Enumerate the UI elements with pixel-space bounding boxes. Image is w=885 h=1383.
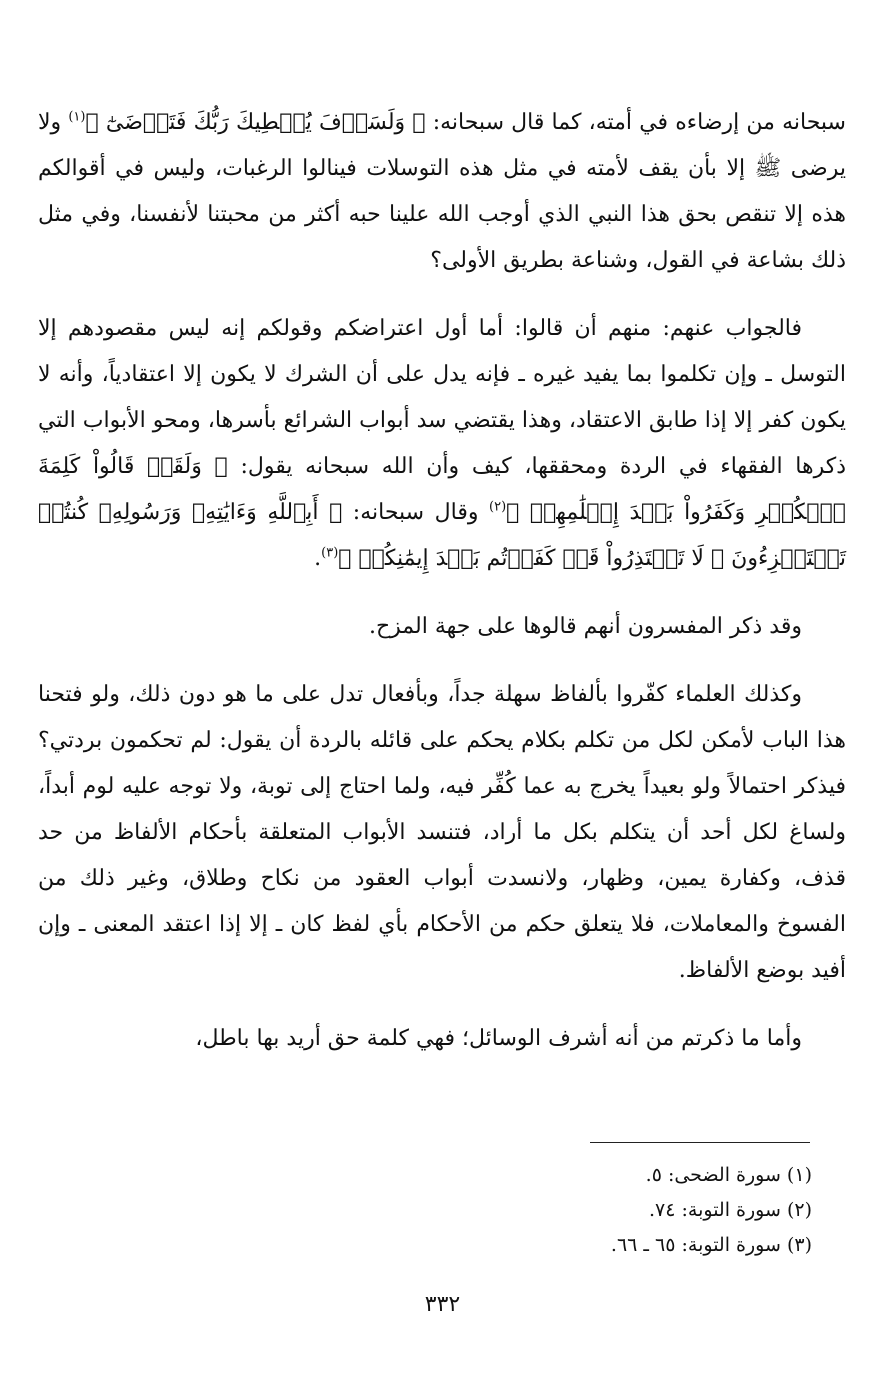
paragraph-text: وقد ذكر المفسرون أنهم قالوها على جهة المزح. [368, 614, 802, 639]
quran-verse: ﴿ أَبِٱللَّهِ وَءَايَٰتِهِۦ وَرَسُولِهِۦ كُنتُمۡ تَسۡتَهۡزِءُونَ ۞ لَا تَعۡتَذِرُواْ قَدۡ كَفَرۡتُم بَعۡدَ إِيمَٰنِكُمۡ ﴾ [38, 500, 846, 571]
paragraph-3 [38, 604, 846, 650]
footnote-divider [590, 1142, 810, 1143]
footnote-ref: (١) [68, 109, 86, 125]
footnotes [300, 1158, 812, 1263]
quran-verse: ﴿ وَلَسَوۡفَ يُعۡطِيكَ رَبُّكَ فَتَرۡضَىٰٓ ﴾ [85, 110, 426, 135]
footnote-1: (١) سورة الضحى: ٥. [645, 1164, 812, 1186]
footnote-2: (٢) سورة التوبة: ٧٤. [649, 1199, 812, 1221]
footnote-3: (٣) سورة التوبة: ٦٥ ـ ٦٦. [610, 1234, 812, 1256]
page-number: ٣٣٢ [424, 1292, 461, 1317]
footnote-ref: (٣) [321, 545, 339, 561]
paragraph-2 [38, 306, 846, 582]
main-text [38, 100, 846, 1084]
paragraph-5 [38, 1016, 846, 1062]
paragraph-text: وأما ما ذكرتم من أنه أشرف الوسائل؛ فهي كلمة حق أريد بها باطل، [195, 1026, 802, 1051]
footnote-ref: (٢) [489, 499, 507, 515]
paragraph-text: وقال سبحانه: [342, 500, 489, 525]
paragraph-text: فالجواب عنهم: منهم أن قالوا: أما أول اعتراضكم وقولكم إنه ليس مقصودهم إلا التوسل ـ وإن تكلموا بما يفيد غيره ـ فإنه يدل على أن الشرك لا يكون إلا اعتقادياً، وأنه لا يكون كفر إلا إذا طابق الاعتقاد، وهذا يقتضي سد أبواب الشرائع بأسرها، ومحو الأبواب التي ذكرها الفقهاء في الردة ومحققها، كيف وأن الله سبحانه يقول: [38, 316, 846, 479]
paragraph-text: سبحانه من إرضاءه في أمته، كما قال سبحانه: [425, 110, 846, 135]
paragraph-text: وكذلك العلماء كفّروا بألفاظ سهلة جداً، وبأفعال تدل على ما هو دون ذلك، ولو فتحنا هذا الباب لأمكن لكل من تكلم بكلام يحكم على قائله بالردة أن يقول: لم تحكمون بردتي؟ فيذكر احتمالاً ولو بعيداً يخرج به عما كُفِّر فيه، ولما احتاج إلى توبة، ولا توجه عليه لوم أبداً، ولساغ لكل أحد أن يتكلم بكل ما أراد، فتنسد الأبواب المتعلقة بأحكام الألفاظ من حد قذف، وكفارة يمين، وظهار، ولانسدت أبواب العقود من نكاح وطلاق، وغير ذلك من الفسوخ والمعاملات، فلا يتعلق حكم من الأحكام بأي لفظ كان ـ إلا إذا اعتقد المعنى ـ وإن أفيد بوضع الألفاظ. [38, 682, 846, 983]
quran-verse: ﴿ وَلَقَدۡ قَالُواْ كَلِمَةَ ٱلۡكُفۡرِ وَكَفَرُواْ بَعۡدَ إِسۡلَٰمِهِمۡ ﴾ [38, 454, 846, 525]
paragraph-text: . [314, 546, 322, 571]
paragraph-4 [38, 672, 846, 994]
paragraph-text: ولا يرضى ﷺ إلا بأن يقف لأمته في مثل هذه التوسلات فينالوا الرغبات، وليس في أقوالكم هذه إلا تنقص بحق هذا النبي الذي أوجب الله علينا حبه أكثر من محبتنا لأنفسنا، وفي مثل ذلك بشاعة في القول، وشناعة بطريق الأولى؟ [38, 110, 846, 273]
paragraph-1 [38, 100, 846, 284]
